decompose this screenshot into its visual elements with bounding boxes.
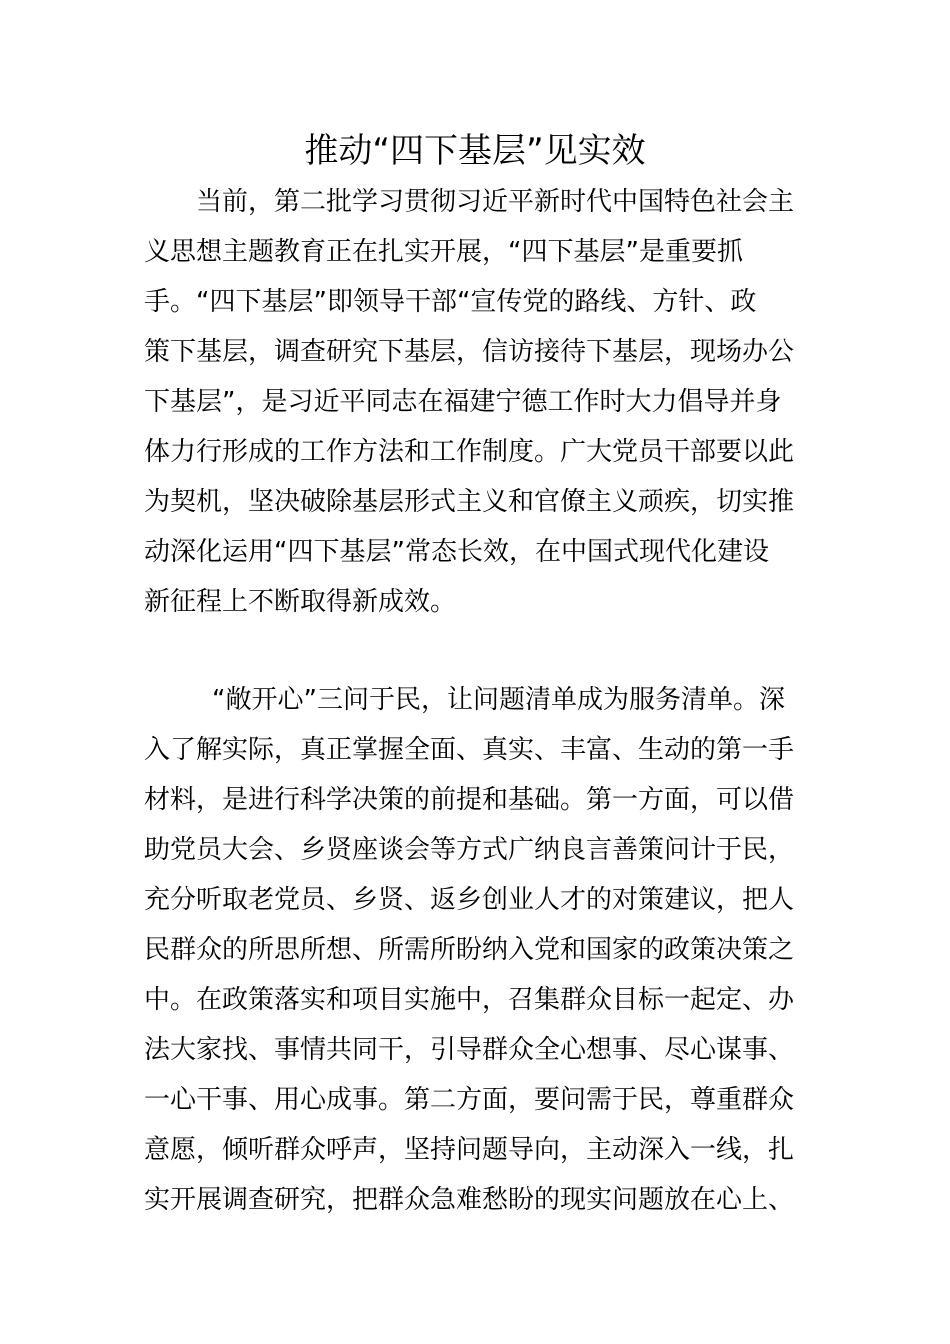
paragraph-line: “敞开心”三问于民，让问题清单成为服务清单。深 [212, 685, 785, 715]
paragraph-line: 动深化运用“四下基层”常态长效，在中国式现代化建设 [144, 537, 769, 567]
paragraph-line: 为契机，坚决破除基层形式主义和官僚主义顽疾，切实推 [144, 487, 795, 517]
paragraph-line: 法大家找、事情共同干，引导群众全心想事、尽心谋事、 [144, 1035, 795, 1065]
paragraph-line: 体力行形成的工作方法和工作制度。广大党员干部要以此 [144, 437, 795, 467]
document-title: 推动“四下基层”见实效 [304, 131, 646, 171]
paragraph-line: 当前，第二批学习贯彻习近平新时代中国特色社会主 [196, 187, 795, 217]
paragraph-line: 中。在政策落实和项目实施中，召集群众目标一起定、办 [144, 985, 795, 1015]
paragraph-line: 一心干事、用心成事。第二方面，要问需于民，尊重群众 [144, 1085, 795, 1115]
paragraph-line: 意愿，倾听群众呼声，坚持问题导向，主动深入一线，扎 [144, 1135, 795, 1165]
paragraph-line: 实开展调查研究，把群众急难愁盼的现实问题放在心上、 [144, 1185, 795, 1215]
paragraph-line: 新征程上不断取得新成效。 [144, 587, 457, 617]
paragraph-line: 入了解实际，真正掌握全面、真实、丰富、生动的第一手 [144, 735, 795, 765]
paragraph-line: 助党员大会、乡贤座谈会等方式广纳良言善策问计于民， [144, 835, 795, 865]
paragraph-line: 手。“四下基层”即领导干部“宣传党的路线、方针、政 [144, 287, 757, 317]
paragraph-line: 民群众的所思所想、所需所盼纳入党和国家的政策决策之 [144, 935, 795, 965]
paragraph-line: 策下基层，调查研究下基层，信访接待下基层，现场办公 [144, 337, 795, 367]
paragraph-line: 义思想主题教育正在扎实开展，“四下基层”是重要抓 [144, 237, 743, 267]
paragraph-line: 充分听取老党员、乡贤、返乡创业人才的对策建议，把人 [144, 885, 795, 915]
paragraph-line: 材料，是进行科学决策的前提和基础。第一方面，可以借 [144, 785, 795, 815]
paragraph-line: 下基层”，是习近平同志在福建宁德工作时大力倡导并身 [144, 387, 782, 417]
